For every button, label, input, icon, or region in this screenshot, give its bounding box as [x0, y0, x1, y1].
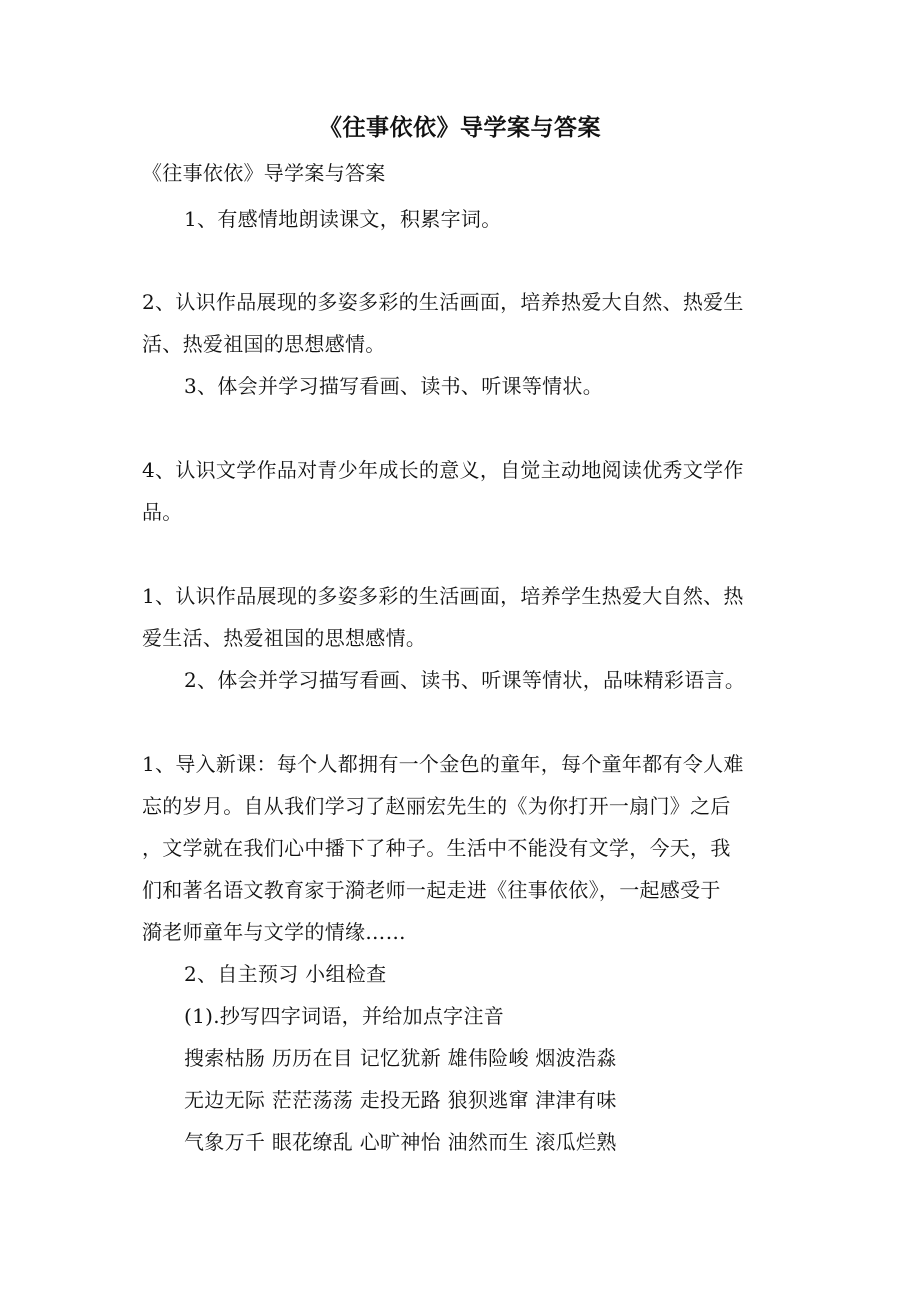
word-row: 气象万千 眼花缭乱 心旷神怡 油然而生 滚瓜烂熟 — [184, 1130, 617, 1154]
text-line: 1、有感情地朗读课文，积累字词。 — [184, 207, 502, 231]
text-line: 3、体会并学习描写看画、读书、听课等情状。 — [184, 374, 604, 398]
text-line: 《往事依依》导学案与答案 — [142, 161, 386, 185]
text-line: 1、导入新课：每个人都拥有一个金色的童年，每个童年都有令人难 — [142, 752, 744, 776]
text-line: 爱生活、热爱祖国的思想感情。 — [142, 626, 427, 650]
text-line: 2、认识作品展现的多姿多彩的生活画面，培养热爱大自然、热爱生 — [142, 290, 744, 314]
text-line: 2、体会并学习描写看画、读书、听课等情状，品味精彩语言。 — [184, 668, 746, 692]
document-title: 《往事依依》导学案与答案 — [319, 115, 601, 141]
text-line: 2、自主预习 小组检查 — [184, 962, 387, 986]
text-line: 漪老师童年与文学的情缘…… — [142, 920, 406, 944]
text-line: 们和著名语文教育家于漪老师一起走进《往事依依》，一起感受于 — [142, 878, 721, 902]
text-line: 忘的岁月。自从我们学习了赵丽宏先生的《为你打开一扇门》之后 — [142, 794, 731, 818]
text-line: 1、认识作品展现的多姿多彩的生活画面，培养学生热爱大自然、热 — [142, 584, 744, 608]
word-row: 无边无际 茫茫荡荡 走投无路 狼狈逃窜 津津有味 — [184, 1088, 617, 1112]
text-line: ，文学就在我们心中播下了种子。生活中不能没有文学，今天，我 — [142, 836, 731, 860]
text-line: 活、热爱祖国的思想感情。 — [142, 332, 386, 356]
text-line: 品。 — [142, 500, 183, 524]
text-line: 4、认识文学作品对青少年成长的意义，自觉主动地阅读优秀文学作 — [142, 458, 744, 482]
text-line: (1).抄写四字词语，并给加点字注音 — [184, 1004, 505, 1028]
word-row: 搜索枯肠 历历在目 记忆犹新 雄伟险峻 烟波浩淼 — [184, 1046, 617, 1070]
